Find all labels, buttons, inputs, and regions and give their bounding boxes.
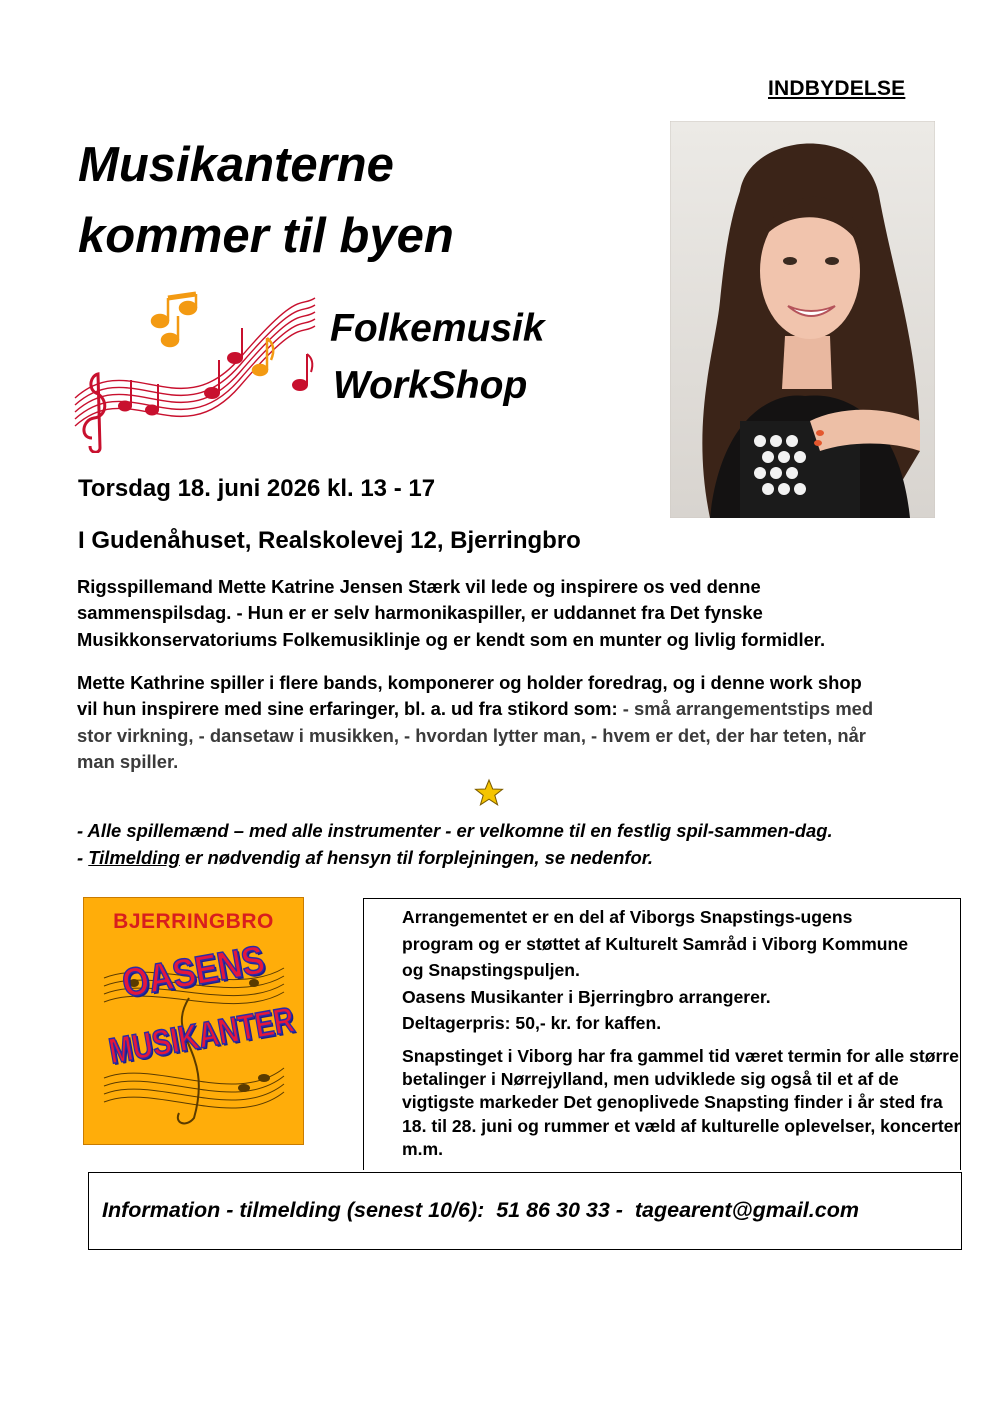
logo-word-oasens: OASENS [118,937,268,1007]
invitation-label: INDBYDELSE [768,77,906,100]
info-line-5: Deltagerpris: 50,- kr. for kaffen. [402,1013,662,1034]
info-box [363,898,961,1170]
portrait-photo [670,121,935,518]
star-icon [474,778,504,808]
note-line-2-rest: er nødvendig af hensyn til forplejningen, se nedenfor. [179,846,653,868]
oasens-musikanter-logo [83,897,304,1145]
event-date: Torsdag 18. juni 2026 kl. 13 - 17 [78,475,436,502]
paragraph-2-intro: Mette Kathrine spiller i flere bands, komponerer og holder foredrag, og i denne work shop vil hun inspirere med sine erfaringer, bl. a. ud fra stikord som: [77,672,862,720]
music-notes-icon [70,288,318,453]
note-prefix: - [77,846,89,868]
registration-link[interactable]: Tilmelding [88,846,180,868]
page-title [78,130,454,272]
subtitle-line-2: WorkShop [333,364,528,407]
title-line-2: kommer til byen [78,209,454,263]
event-venue: I Gudenåhuset, Realskolevej 12, Bjerringbro [78,527,581,554]
workshop-subtitle [330,300,545,414]
description-paragraph-1: Rigsspillemand Mette Katrine Jensen Stærk vil lede og inspirere os ved denne sammenspilsdag. - Hun er er selv harmonikaspiller, er uddannet fra Det fynske Musikkonservatoriums Folkemusiklinje og er kendt som en munter og livlig formidler. [77,576,826,650]
contact-info: Information - tilmelding (senest 10/6): 51 86 30 33 - tagearent@gmail.com [102,1198,859,1222]
subtitle-line-1: Folkemusik [330,307,545,350]
description-paragraph-2 [77,670,877,776]
info-line-3: og Snapstingspuljen. [402,960,580,981]
note-line-2 [77,845,833,872]
info-line-2: program og er støttet af Kulturelt Samråd i Viborg Kommune [402,933,909,954]
logo-town: BJERRINGBRO [113,910,274,933]
info-paragraph: Snapstinget i Viborg har fra gammel tid været termin for alle større betalinger i Nørrejylland, men udviklede sig også til et af de vigtigste markeder Det genoplivede Snapsting finder i år sted fra 18. til 28. juni og rummer et væld af kulturelle oplevelser, koncerter m.m. [402,1045,961,1159]
info-line-1: Arrangementet er en del af Viborgs Snapstings-ugens [402,907,853,927]
contact-box [88,1172,962,1250]
paragraph-2-keywords: - små arrangementstips med stor virkning, - dansetaw i musikken, - hvordan lytter man, - hvem er det, der har teten, når man spiller. [77,698,874,773]
title-line-1: Musikanterne [78,138,394,192]
notes-block [77,818,833,871]
note-line-1: - Alle spillemænd – med alle instrumenter - er velkomne til en festlig spil-sammen-dag. [77,820,833,841]
logo-word-musikanter: MUSIKANTER [105,998,298,1072]
info-text [402,904,992,1161]
info-line-4: Oasens Musikanter i Bjerringbro arrangerer. [402,986,771,1007]
